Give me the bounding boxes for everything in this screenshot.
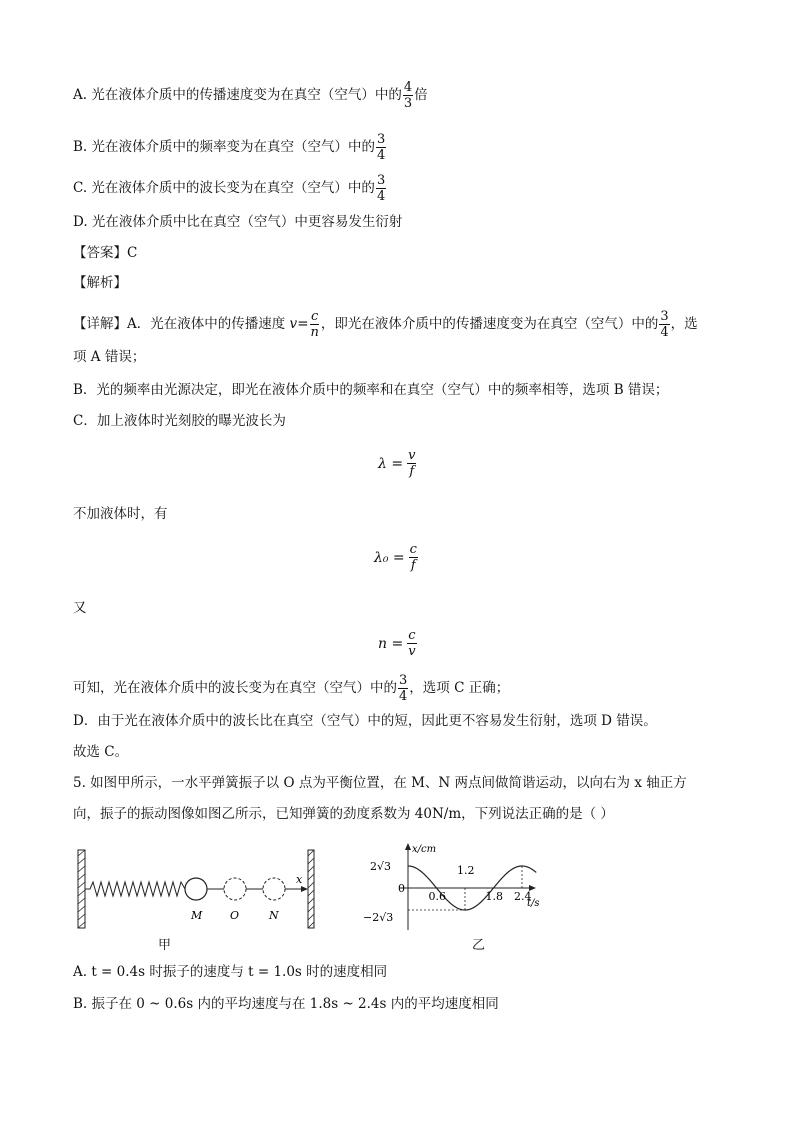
detail-line-1	[73, 309, 698, 340]
y-axis-label: x/cm	[412, 844, 437, 855]
x-tick-label: 0.6	[428, 890, 446, 903]
fraction	[407, 448, 416, 479]
denominator: n	[310, 325, 319, 340]
detail-text-end: ，选	[670, 316, 698, 332]
fraction	[376, 173, 386, 204]
right-wall	[308, 850, 314, 928]
equation-lhs: n =	[378, 635, 404, 652]
left-wall	[78, 850, 85, 928]
detail-line-d: D．由于光在液体介质中的波长比在真空（空气）中的短，因此更不容易发生衍射，选项 D 错误。	[73, 713, 657, 729]
q5-stem-line-2: 向，振子的振动图像如图乙所示，已知弹簧的劲度系数为 40N/m，下列说法正确的是（ ）	[73, 806, 614, 822]
q5-option-b: B. 振子在 0 ~ 0.6s 内的平均速度与在 1.8s ~ 2.4s 内的平均速度相同	[73, 996, 499, 1012]
label-N: N	[269, 909, 279, 922]
x-tick-label: 1.2	[457, 864, 475, 877]
numerator: v	[408, 448, 416, 463]
numerator: c	[409, 542, 417, 557]
detail-text: 【详解】A．光在液体中的传播速度	[73, 316, 286, 332]
numerator: 3	[377, 132, 386, 147]
denominator: 4	[399, 689, 408, 704]
t-axis-label: t/s	[527, 898, 540, 909]
y-tick-label-zero: 0	[398, 882, 405, 895]
fraction	[310, 309, 320, 340]
denominator: 4	[376, 189, 386, 204]
numerator: c	[311, 309, 319, 324]
label-M: M	[191, 909, 203, 922]
fraction	[409, 542, 418, 573]
figure-caption-yi: 乙	[472, 938, 486, 953]
answer-label: 【答案】C	[73, 245, 138, 261]
y-tick-label-bottom: −2√3	[363, 911, 394, 924]
detail-line-2: 项 A 错误；	[73, 349, 146, 365]
x-tick-label: 1.8	[485, 890, 503, 903]
fraction	[659, 309, 669, 340]
choose-text: 故选 C。	[73, 744, 129, 760]
detail-line-c: C．加上液体时光刻胶的曝光波长为	[73, 413, 286, 429]
numerator: 3	[376, 173, 386, 188]
numerator: c	[408, 628, 416, 643]
numerator: 3	[660, 309, 669, 324]
equation-lhs: λ =	[378, 455, 404, 472]
option-a-suffix: 倍	[414, 87, 428, 103]
q4-option-a	[73, 80, 428, 111]
q5-stem-line-1: 5. 如图甲所示，一水平弹簧振子以 O 点为平衡位置，在 M、N 两点间做简谐运动，以向右为 x 轴正方	[73, 775, 687, 791]
conclusion-line	[73, 673, 509, 704]
vibration-graph	[360, 840, 550, 936]
spring-oscillator-figure	[72, 846, 322, 932]
y-tick-label-top: 2√3	[370, 860, 392, 873]
numerator: 3	[399, 673, 408, 688]
figure-caption-jia: 甲	[158, 938, 172, 953]
numerator: 4	[403, 80, 413, 95]
also-text: 又	[73, 600, 87, 616]
equation-1	[378, 448, 417, 479]
equation-3	[378, 628, 418, 659]
equals: =	[297, 316, 309, 332]
fraction	[376, 132, 386, 163]
denominator: f	[410, 558, 416, 573]
fraction	[407, 628, 416, 659]
fraction	[398, 673, 408, 704]
conclusion-suffix: ，选项 C 正确；	[409, 680, 510, 696]
spring	[85, 882, 185, 896]
oscillator-ball-M	[185, 878, 207, 900]
analysis-label: 【解析】	[73, 275, 127, 291]
denominator: f	[409, 464, 415, 479]
denominator: 4	[660, 325, 669, 340]
detail-text-mid: ，即光在液体介质中的传播速度变为在真空（空气）中的	[320, 316, 659, 332]
equation-lhs: λ₀ =	[374, 549, 405, 566]
option-c-text: C. 光在液体介质中的波长变为在真空（空气）中的	[73, 180, 375, 196]
detail-line-b: B．光的频率由光源决定，即光在液体介质中的频率和在真空（空气）中的频率相等，选项 B 错误；	[73, 382, 669, 398]
q4-option-d: D. 光在液体介质中比在真空（空气）中更容易发生衍射	[73, 214, 403, 230]
x-axis-label: x	[296, 873, 303, 886]
denominator: 4	[377, 148, 386, 163]
option-b-text: B. 光在液体介质中的频率变为在真空（空气）中的	[73, 139, 376, 155]
no-liquid-text: 不加液体时，有	[73, 506, 168, 522]
x-tick-label: 2.4	[514, 890, 532, 903]
q4-option-c	[73, 173, 387, 204]
position-O-circle	[224, 878, 246, 900]
denominator: 3	[403, 96, 413, 111]
denominator: v	[408, 644, 416, 659]
conclusion-text: 可知，光在液体介质中的波长变为在真空（空气）中的	[73, 680, 397, 696]
label-O: O	[230, 909, 240, 922]
equation-2	[374, 542, 419, 573]
q4-option-b	[73, 132, 387, 163]
y-axis-arrow-icon	[405, 843, 411, 850]
q5-option-a: A. t = 0.4s 时振子的速度与 t = 1.0s 时的速度相同	[73, 964, 388, 980]
fraction	[403, 80, 413, 111]
option-a-text: A. 光在液体介质中的传播速度变为在真空（空气）中的	[73, 87, 402, 103]
x-axis-arrow-icon	[301, 886, 308, 892]
symbol-v: v	[289, 316, 298, 332]
position-N-circle	[263, 878, 285, 900]
